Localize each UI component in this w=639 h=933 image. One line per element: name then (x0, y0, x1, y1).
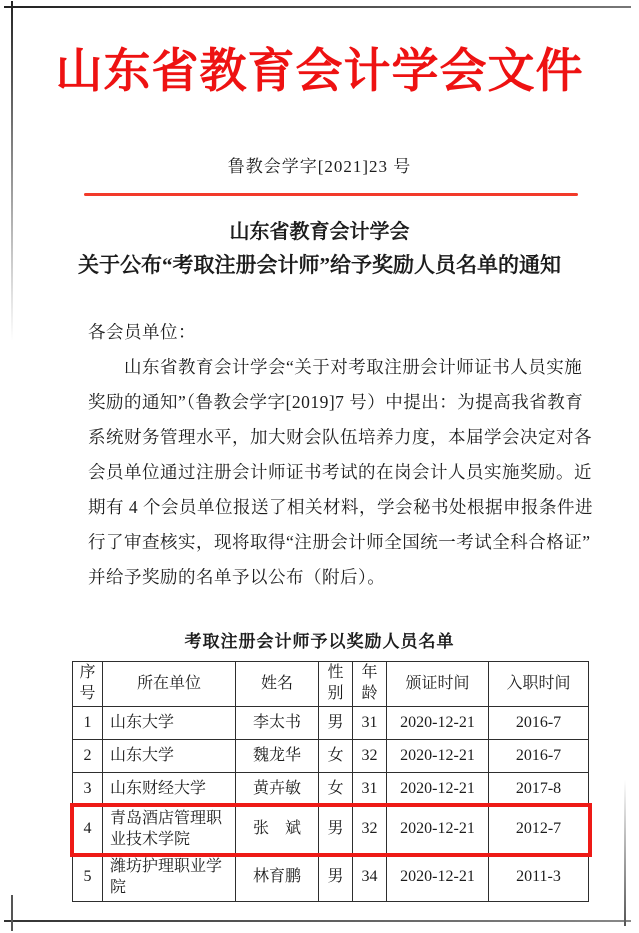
body-line: 各会员单位： (88, 322, 196, 342)
table-cell: 山东大学 (103, 740, 236, 773)
table-cell: 张 斌 (236, 806, 319, 854)
table-cell: 31 (353, 773, 387, 806)
table-cell: 3 (73, 773, 103, 806)
notice-body (88, 315, 593, 595)
table-cell: 5 (73, 854, 103, 902)
table-cell: 2020-12-21 (387, 773, 489, 806)
table-cell: 女 (319, 740, 353, 773)
table-cell: 2012-7 (489, 806, 589, 854)
table-cell: 31 (353, 707, 387, 740)
table-cell: 2011-3 (489, 854, 589, 902)
award-table (72, 661, 589, 902)
body-line: 会员单位通过注册会计师证书考试的在岗会计人员实施奖励。近 (88, 462, 592, 482)
table-row (73, 740, 589, 773)
table-cell: 女 (319, 773, 353, 806)
table-cell: 林育鹏 (236, 854, 319, 902)
table-cell: 山东财经大学 (103, 773, 236, 806)
table-cell: 潍坊护理职业学院 (103, 854, 236, 902)
table-cell: 2020-12-21 (387, 854, 489, 902)
column-header: 颁证时间 (387, 662, 489, 707)
table-cell: 2020-12-21 (387, 740, 489, 773)
column-header: 性别 (319, 662, 353, 707)
column-header: 入职时间 (489, 662, 589, 707)
table-cell: 黄卉敏 (236, 773, 319, 806)
notice-issuing-org: 山东省教育会计学会 (229, 221, 410, 243)
body-line: 山东省教育会计学会“关于对考取注册会计师证书人员实施 (88, 357, 583, 377)
column-header: 姓名 (236, 662, 319, 707)
table-cell: 魏龙华 (236, 740, 319, 773)
table-body (73, 707, 589, 902)
letterhead-divider-line (84, 193, 578, 196)
table-row (73, 773, 589, 806)
table-row-highlighted (73, 806, 589, 854)
body-line: 期有 4 个会员单位报送了相关材料，学会秘书处根据申报条件进 (88, 497, 593, 517)
table-cell: 2020-12-21 (387, 707, 489, 740)
table-cell: 4 (73, 806, 103, 854)
table-row (73, 854, 589, 902)
table-header-row (73, 662, 589, 707)
table-cell: 1 (73, 707, 103, 740)
table-row (73, 707, 589, 740)
table-cell: 李太书 (236, 707, 319, 740)
document-number: 鲁教会学字[2021]23 号 (227, 157, 412, 176)
table-cell: 2 (73, 740, 103, 773)
table-cell: 2016-7 (489, 707, 589, 740)
table-cell: 山东大学 (103, 707, 236, 740)
table-cell: 32 (353, 806, 387, 854)
column-header: 年龄 (353, 662, 387, 707)
table-cell: 2016-7 (489, 740, 589, 773)
table-cell: 男 (319, 707, 353, 740)
body-line: 并给予奖励的名单予以公布（附后）。 (88, 567, 386, 587)
page-border-left-lower (11, 895, 13, 931)
page-border-top (4, 6, 631, 8)
table-cell: 青岛酒店管理职业技术学院 (103, 806, 236, 854)
letterhead-title: 山东省教育会计学会文件 (55, 46, 584, 98)
column-header: 序号 (73, 662, 103, 707)
notice-title: 关于公布“考取注册会计师”给予奖励人员名单的通知 (78, 253, 561, 277)
table-cell: 男 (319, 854, 353, 902)
page-border-bottom (4, 920, 631, 922)
column-header: 所在单位 (103, 662, 236, 707)
table-cell: 34 (353, 854, 387, 902)
body-line: 系统财务管理水平，加大财会队伍培养力度，本届学会决定对各 (88, 427, 592, 447)
body-line: 行了审查核实，现将取得“注册会计师全国统一考试全科合格证” (88, 532, 591, 552)
table-cell: 2017-8 (489, 773, 589, 806)
page-border-right (624, 780, 626, 926)
table-cell: 男 (319, 806, 353, 854)
table-cell: 32 (353, 740, 387, 773)
table-cell: 2020-12-21 (387, 806, 489, 854)
body-line: 奖励的通知”（鲁教会学字[2019]7 号）中提出：为提高我省教育 (88, 392, 584, 412)
award-table-title: 考取注册会计师予以奖励人员名单 (184, 632, 455, 651)
